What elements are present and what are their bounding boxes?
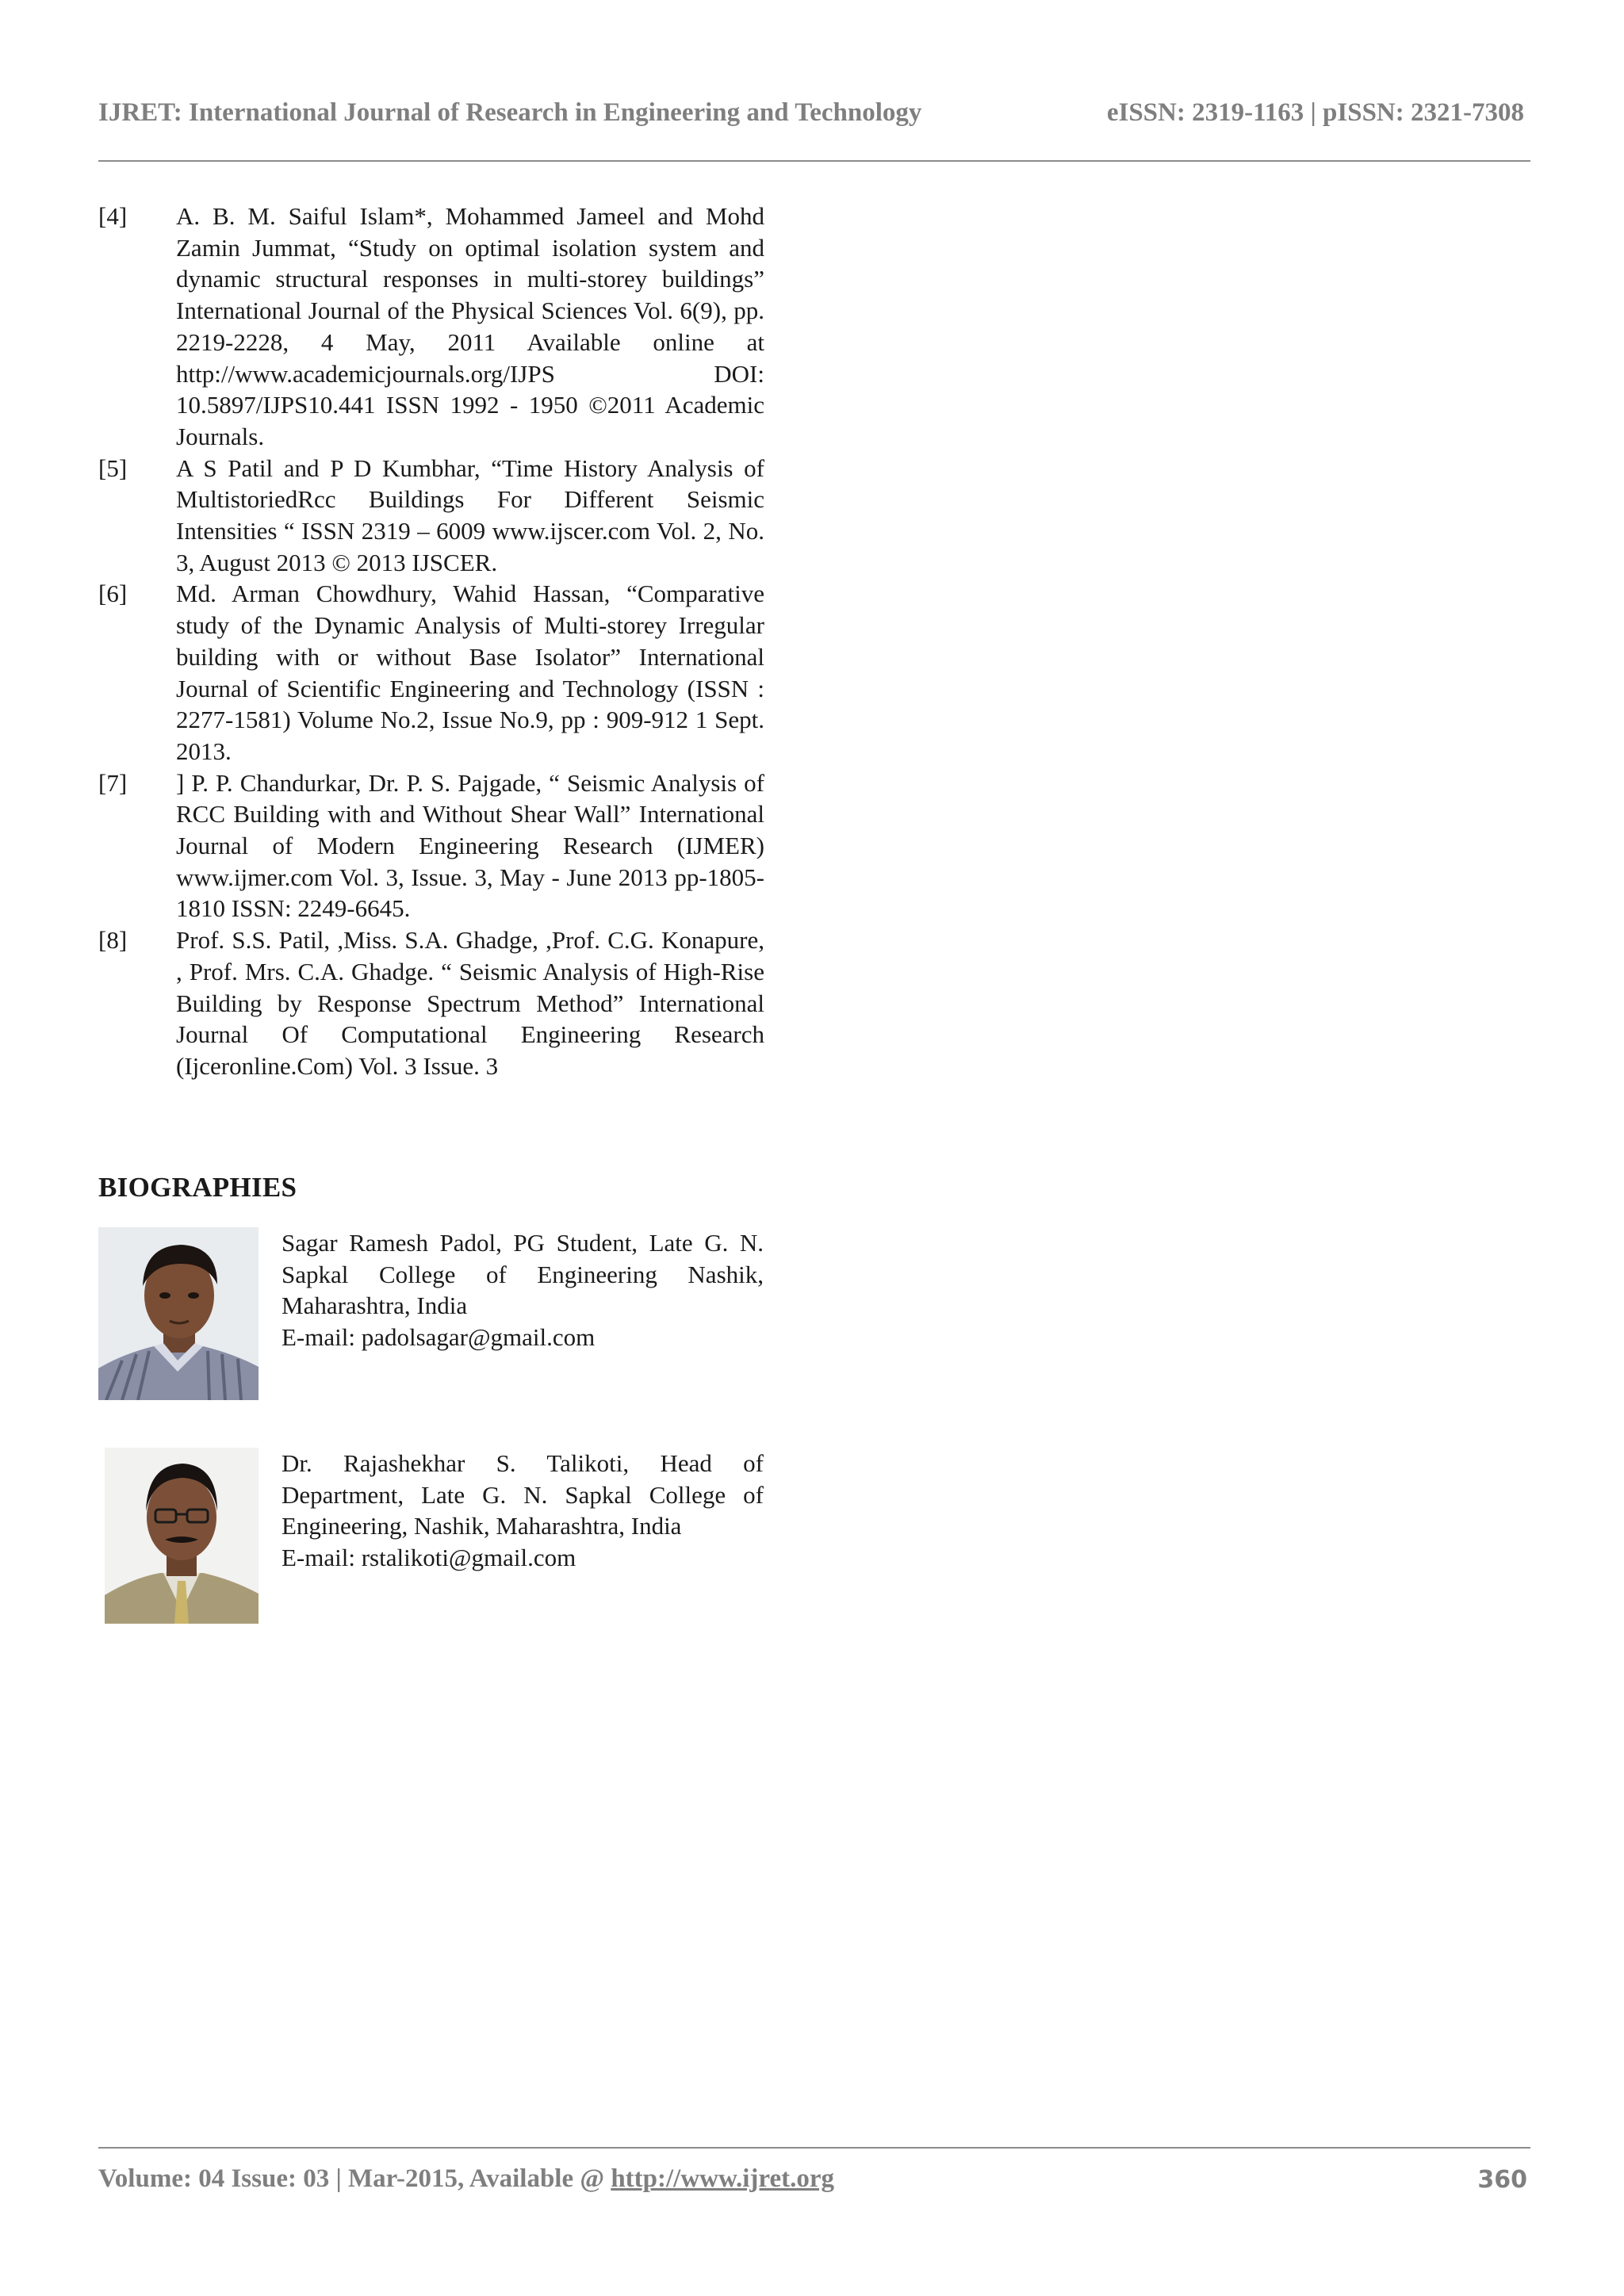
biography-text: Dr. Rajashekhar S. Talikoti, Head of Department, Late G. N. Sapkal College of Engineering, Nashik, Maharashtra, India [282, 1449, 764, 1540]
journal-link[interactable]: http://www.ijret.org [611, 2164, 834, 2193]
portrait-photo-icon [98, 1227, 259, 1400]
reference-text: A S Patil and P D Kumbhar, “Time History Analysis of MultistoriedRcc Buildings For Different Seismic Intensities “ ISSN 2319 – 6009 www.ijscer.com Vol. 2, No. 3, August 2013 © 2013 IJSCER. [176, 453, 764, 576]
author-photo-padol [98, 1227, 259, 1400]
volume-text: Volume: 04 Issue: 03 | Mar-2015, Available @ [98, 2164, 611, 2193]
reference-item [98, 767, 764, 925]
reference-number: [7] [98, 768, 128, 797]
running-header [98, 98, 1526, 138]
journal-title: IJRET: International Journal of Research in Engineering and Technology [98, 98, 922, 127]
reference-item [98, 453, 764, 579]
reference-url: http://www.academicjournals.org/IJPS [176, 359, 555, 388]
reference-text: Md. Arman Chowdhury, Wahid Hassan, “Comparative study of the Dynamic Analysis of Multi-storey Irregular building with or without Base Isolator” International Journal of Scientific Engineering and Technology (ISSN : 2277-1581) Volume No.2, Issue No.9, pp : 909-912 1 Sept. 2013. [176, 580, 764, 765]
reference-item [98, 924, 764, 1082]
biography-email: E-mail: padolsagar@gmail.com [282, 1323, 596, 1352]
biography-text: Sagar Ramesh Padol, PG Student, Late G. N. Sapkal College of Engineering Nashik, Maharashtra, India [282, 1229, 764, 1320]
footer-divider [98, 2147, 1530, 2149]
reference-number: [5] [98, 453, 128, 482]
reference-number: [8] [98, 926, 128, 955]
biography-email: E-mail: rstalikoti@gmail.com [282, 1544, 576, 1572]
reference-text: A. B. M. Saiful Islam*, Mohammed Jameel and Mohd Zamin Jummat, “Study on optimal isolation system and dynamic structural responses in multi-storey buildings” International Journal of the Physical Sciences Vol. 6(9), pp. 2219-2228, 4 May, 2011 Available online at [176, 202, 764, 356]
reference-list [98, 201, 764, 1082]
reference-item [98, 578, 764, 767]
reference-number: [4] [98, 202, 128, 230]
reference-text: ] P. P. Chandurkar, Dr. P. S. Pajgade, “ Seismic Analysis of RCC Building with and Without Shear Wall” International Journal of Modern Engineering Research (IJMER) www.ijmer.com Vol. 3, Issue. 3, May - June 2013 pp-1805-1810 ISSN: 2249-6645. [176, 768, 764, 923]
biographies-heading: BIOGRAPHIES [98, 1172, 297, 1203]
biography-padol [282, 1227, 764, 1353]
reference-item [98, 201, 764, 453]
author-photo-talikoti [105, 1448, 259, 1624]
reference-text-tail: 10.5897/IJPS10.441 ISSN 1992 - 1950 ©2011 Academic Journals. [176, 391, 764, 450]
portrait-photo-icon [105, 1448, 259, 1624]
header-divider [98, 160, 1530, 162]
reference-doi-label: DOI: [714, 359, 764, 388]
volume-info [98, 2164, 834, 2194]
page-number: 360 [1477, 2166, 1527, 2194]
biography-talikoti [282, 1448, 764, 1574]
reference-number: [6] [98, 580, 128, 608]
issn-info: eISSN: 2319-1163 | pISSN: 2321-7308 [1106, 98, 1524, 127]
reference-text: Prof. S.S. Patil, ,Miss. S.A. Ghadge, ,Prof. C.G. Konapure, , Prof. Mrs. C.A. Ghadge. “ Seismic Analysis of High-Rise Building by Response Spectrum Method” International Journal Of Computational Engineering Research (Ijceronline.Com) Vol. 3 Issue. 3 [176, 926, 764, 1080]
